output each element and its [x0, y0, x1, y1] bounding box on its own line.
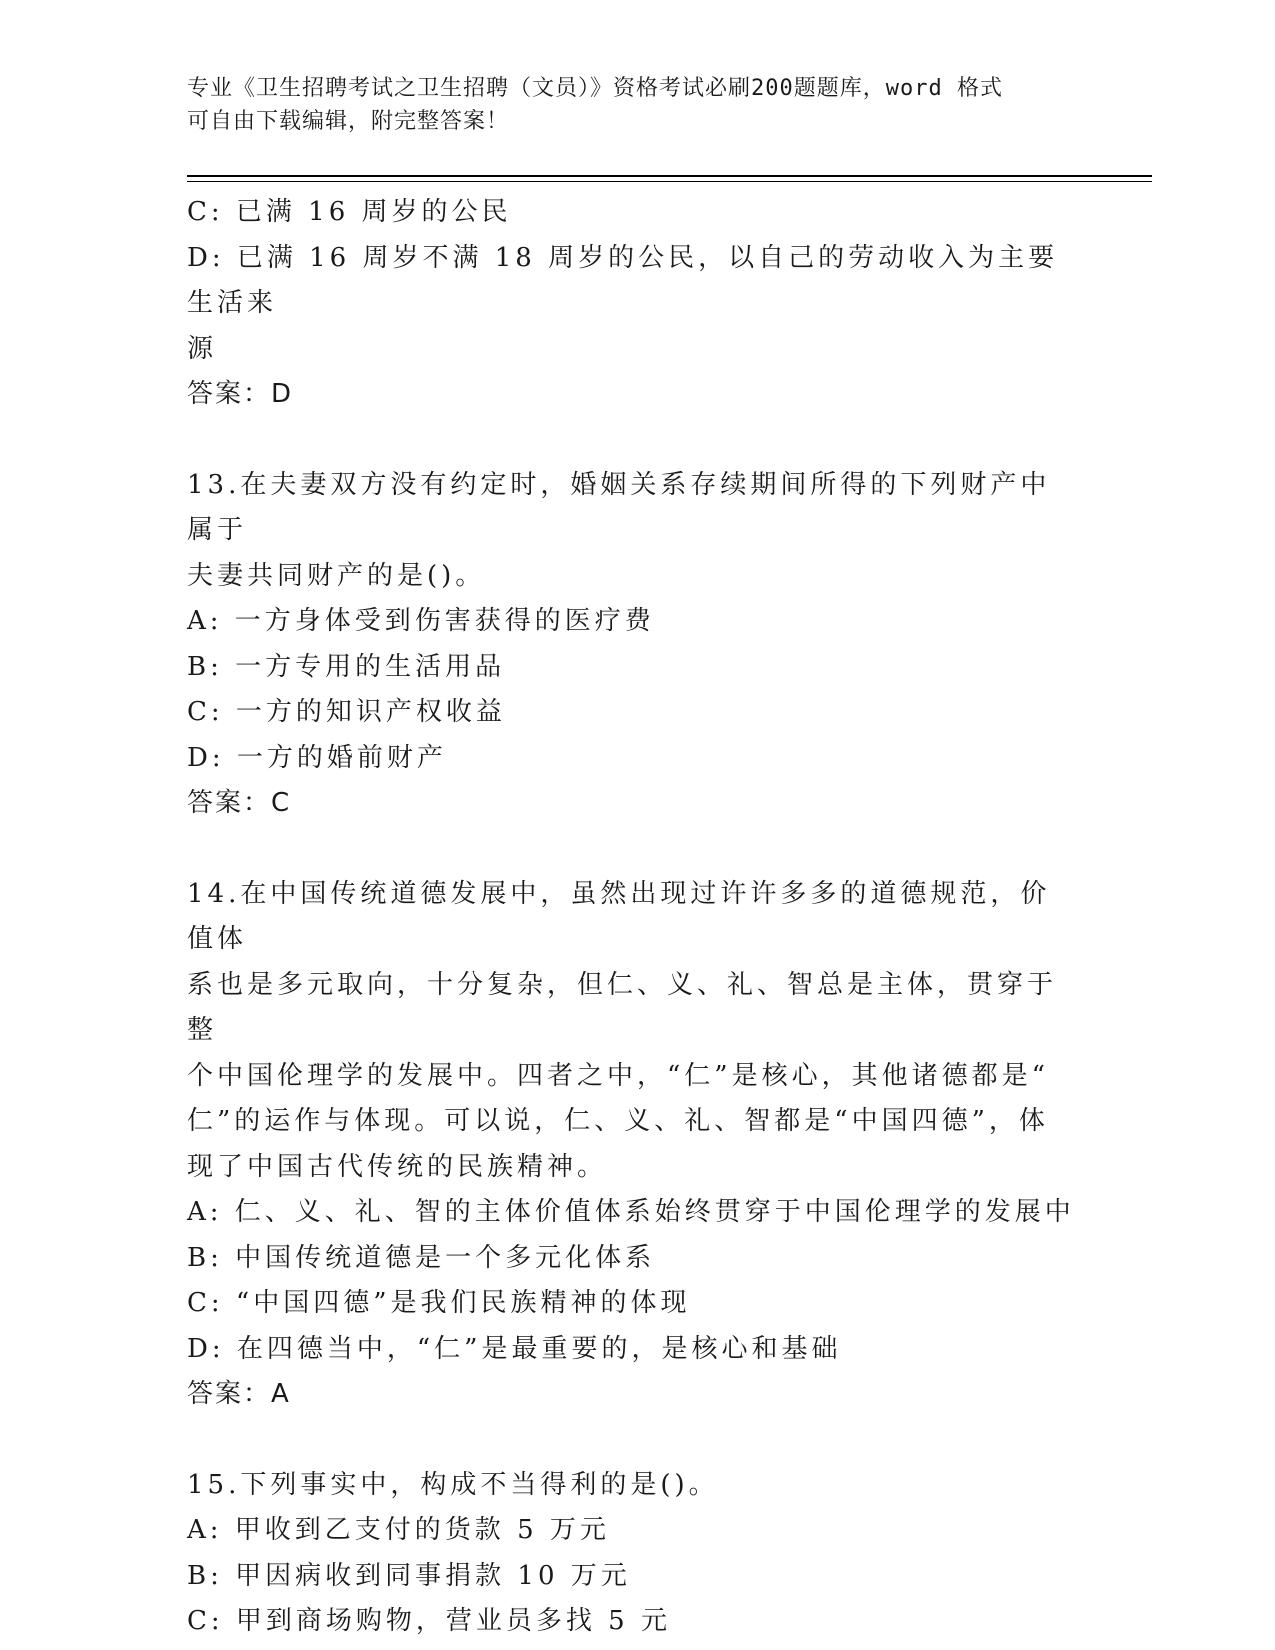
- question-13: [187, 463, 1077, 827]
- option-c: C: 一方的知识产权收益: [187, 697, 506, 727]
- header-divider-thin: [187, 181, 1152, 182]
- option-a: A: 仁、义、礼、智的主体价值体系始终贯穿于中国伦理学的发展中: [187, 1197, 1075, 1227]
- question-stem-continued: 夫妻共同财产的是()。: [187, 560, 486, 591]
- option-c: C: “中国四德”是我们民族精神的体现: [187, 1288, 691, 1318]
- header-line-1: 专业《卫生招聘考试之卫生招聘（文员）》资格考试必刷200题题库，word 格式: [187, 76, 1003, 101]
- answer-line: 答案：C: [187, 788, 292, 818]
- option-a: A: 一方身体受到伤害获得的医疗费: [187, 606, 655, 636]
- answer-line: 答案：D: [187, 379, 294, 409]
- option-d: D: 已满 16 周岁不满 18 周岁的公民，以自己的劳动收入为主要生活来: [187, 242, 1059, 318]
- question-stem-continued: 仁”的运作与体现。可以说，仁、义、礼、智都是“中国四德”，体: [187, 1106, 1049, 1136]
- question-stem: 14.在中国传统道德发展中，虽然出现过许许多多的道德规范，价值体: [187, 878, 1051, 954]
- spacer: [187, 827, 1077, 872]
- answer-line: 答案：A: [187, 1379, 291, 1409]
- option-a: A: 甲收到乙支付的货款 5 万元: [187, 1515, 610, 1545]
- option-c: C: 甲到商场购物，营业员多找 5 元: [187, 1606, 671, 1636]
- spacer: [187, 418, 1077, 463]
- option-d-continued: 源: [187, 333, 218, 364]
- option-c: C: 已满 16 周岁的公民: [187, 197, 512, 227]
- question-content: [187, 190, 1077, 1645]
- option-b: B: 甲因病收到同事捐款 10 万元: [187, 1560, 631, 1591]
- question-14: [187, 872, 1077, 1418]
- question-stem: 15.下列事实中，构成不当得利的是()。: [187, 1469, 719, 1500]
- question-stem-continued: 系也是多元取向，十分复杂，但仁、义、礼、智总是主体，贯穿于整: [187, 969, 1058, 1045]
- question-15: [187, 1463, 1077, 1645]
- spacer: [187, 1418, 1077, 1463]
- option-b: B: 一方专用的生活用品: [187, 651, 506, 682]
- option-b: B: 中国传统道德是一个多元化体系: [187, 1242, 656, 1273]
- question-stem-continued: 现了中国古代传统的民族精神。: [187, 1151, 608, 1182]
- header-divider-thick: [187, 175, 1152, 177]
- option-d: D: 一方的婚前财产: [187, 742, 447, 773]
- option-d: D: 在四德当中，“仁”是最重要的，是核心和基础: [187, 1333, 842, 1364]
- header-line-2: 可自由下载编辑，附完整答案！: [187, 109, 510, 134]
- question-stem: 13.在夫妻双方没有约定时，婚姻关系存续期间所得的下列财产中属于: [187, 469, 1051, 545]
- question-12-tail: [187, 190, 1077, 418]
- page-header: [187, 72, 1067, 138]
- question-stem-continued: 个中国伦理学的发展中。四者之中，“仁”是核心，其他诸德都是“: [187, 1060, 1049, 1091]
